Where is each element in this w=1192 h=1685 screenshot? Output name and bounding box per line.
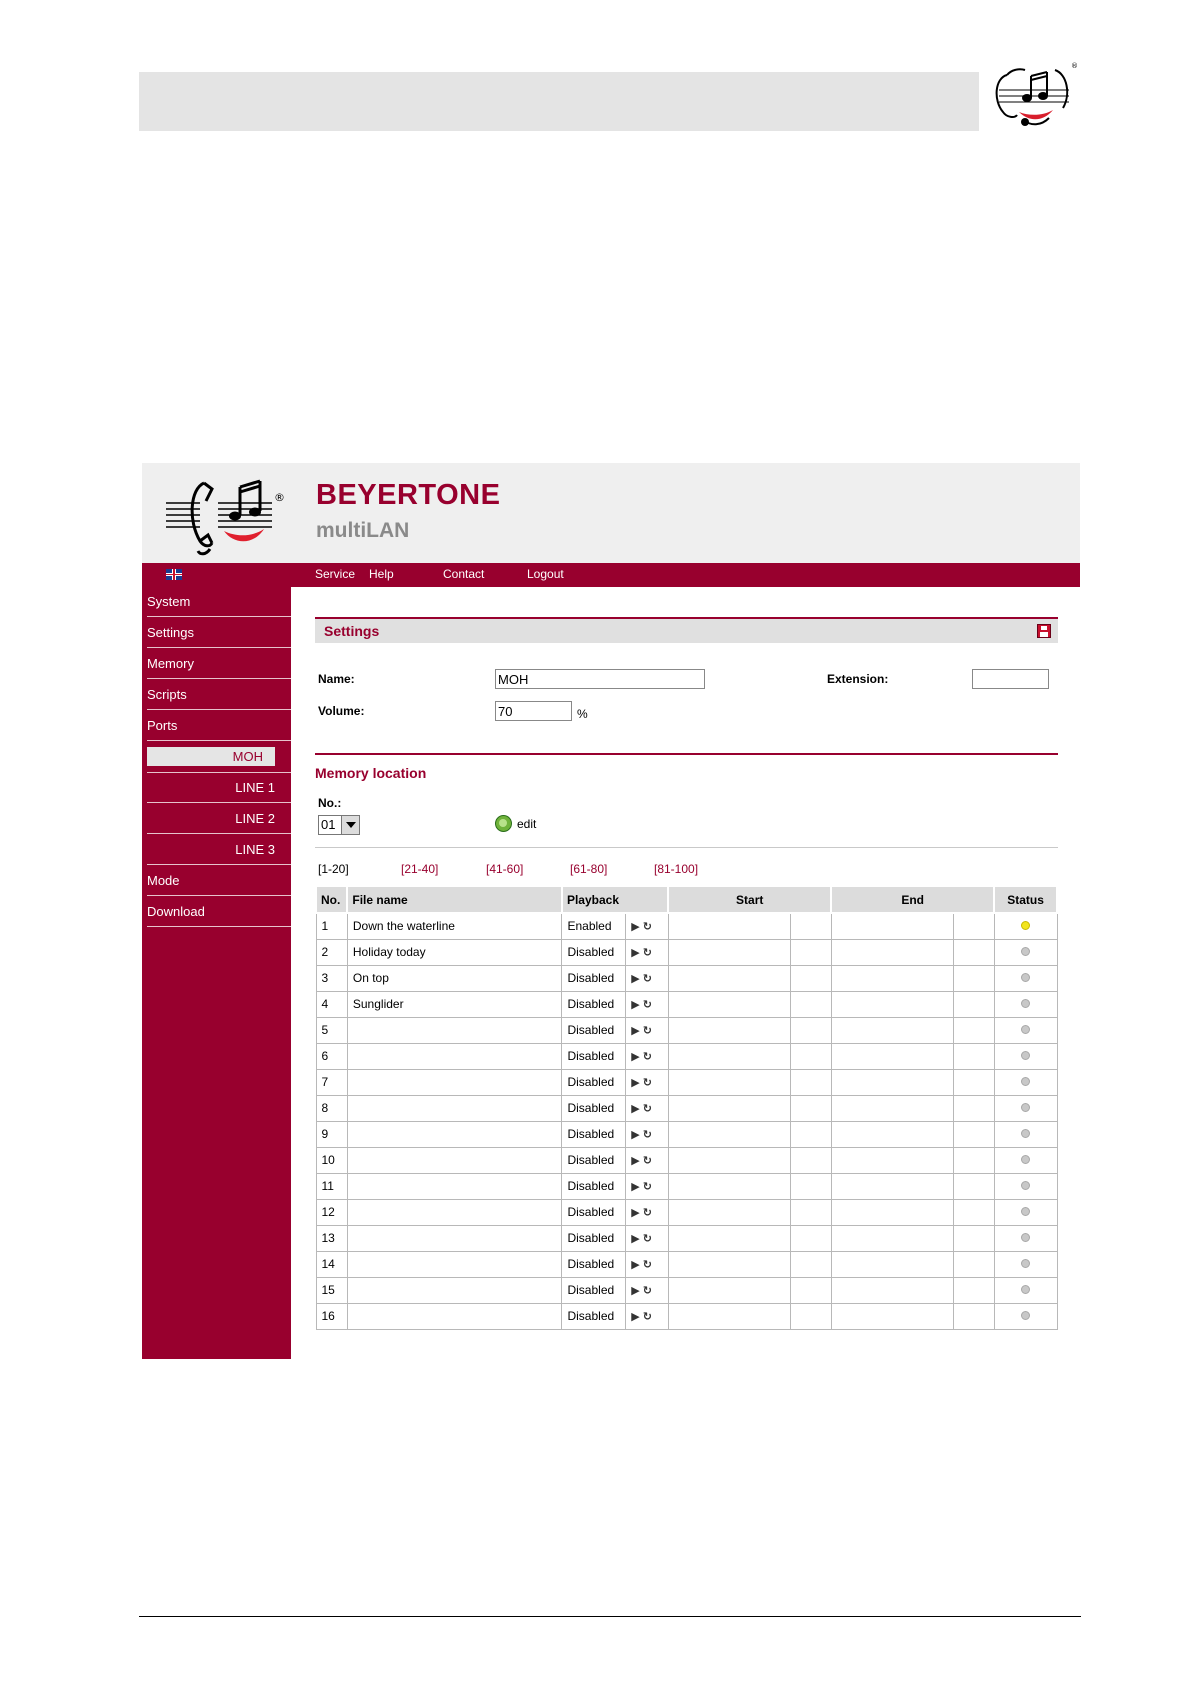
row-end-extra [954,1173,995,1199]
brand-title: BEYERTONE [316,479,501,511]
sidebar-moh-separator [147,742,291,773]
row-end[interactable] [831,939,953,965]
row-end[interactable] [831,1069,953,1095]
row-file-name[interactable] [347,1225,562,1251]
volume-unit: % [577,707,588,721]
row-playback[interactable]: Disabled [562,1303,626,1329]
row-start-extra [791,991,831,1017]
row-no: 7 [316,1069,347,1095]
range-link-81-100[interactable]: [81-100] [654,862,699,876]
column-header-status: Status [994,886,1057,913]
row-start-extra [791,1199,831,1225]
status-indicator-icon [1021,1285,1030,1294]
row-controls [626,1017,669,1043]
row-end-extra [954,1121,995,1147]
play-icon[interactable]: ▶ [631,1258,640,1271]
row-start[interactable] [668,1173,790,1199]
repeat-icon[interactable]: ↻ [642,1206,652,1219]
repeat-icon[interactable]: ↻ [642,1180,652,1193]
status-indicator-icon [1021,1233,1030,1242]
row-file-name[interactable] [347,1199,562,1225]
row-file-name[interactable] [347,1173,562,1199]
row-end[interactable] [831,1225,953,1251]
repeat-icon[interactable]: ↻ [642,998,652,1011]
play-icon[interactable]: ▶ [631,1206,640,1219]
row-controls [626,1173,669,1199]
status-indicator-icon [1021,921,1030,930]
row-start-extra [791,965,831,991]
sidebar-item-ports[interactable]: Ports [147,711,291,741]
svg-text:®: ® [274,491,285,504]
table-row[interactable] [316,939,1057,965]
sidebar-item-memory[interactable]: Memory [147,649,291,679]
row-start-extra [791,1173,831,1199]
table-row[interactable] [316,1121,1057,1147]
row-start[interactable] [668,1303,790,1329]
row-status [994,1199,1057,1225]
table-row[interactable] [316,965,1057,991]
memory-no-select[interactable] [318,815,360,835]
table-row[interactable] [316,991,1057,1017]
row-controls [626,1069,669,1095]
row-status [994,1017,1057,1043]
sidebar-item-system[interactable]: System [147,587,291,617]
repeat-icon[interactable]: ↻ [642,920,652,933]
row-start[interactable] [668,1043,790,1069]
column-header-end: End [831,886,994,913]
uk-flag-icon[interactable] [166,569,182,580]
chevron-down-icon[interactable] [341,816,359,834]
row-controls [626,913,669,939]
row-end-extra [954,1199,995,1225]
memory-no-value: 01 [321,817,336,832]
row-file-name[interactable]: On top [347,965,562,991]
repeat-icon[interactable]: ↻ [642,1102,652,1115]
row-end-extra [954,1303,995,1329]
row-start-extra [791,1043,831,1069]
sidebar-item-line-2[interactable]: LINE 2 [147,804,291,834]
row-no: 9 [316,1121,347,1147]
row-playback[interactable]: Disabled [562,1043,626,1069]
play-icon[interactable]: ▶ [631,1154,640,1167]
row-start[interactable] [668,1199,790,1225]
row-end[interactable] [831,1277,953,1303]
play-icon[interactable]: ▶ [631,1102,640,1115]
settings-title: Settings [324,623,380,639]
row-end-extra [954,965,995,991]
play-icon[interactable]: ▶ [631,1310,640,1323]
row-start-extra [791,1121,831,1147]
repeat-icon[interactable]: ↻ [642,1128,652,1141]
row-playback[interactable]: Disabled [562,1095,626,1121]
memory-divider [315,847,1058,848]
row-start[interactable] [668,965,790,991]
row-playback[interactable]: Disabled [562,1147,626,1173]
repeat-icon[interactable]: ↻ [642,1154,652,1167]
column-header-no: No. [316,886,347,913]
nav-contact[interactable]: Contact [443,567,485,581]
table-row[interactable] [316,1069,1057,1095]
sidebar-item-mode[interactable]: Mode [147,866,291,896]
sidebar-item-moh[interactable]: MOH [147,747,275,766]
row-no: 3 [316,965,347,991]
row-start-extra [791,1251,831,1277]
row-controls [626,991,669,1017]
status-indicator-icon [1021,1181,1030,1190]
row-playback[interactable]: Disabled [562,1199,626,1225]
row-start[interactable] [668,1251,790,1277]
row-end-extra [954,1069,995,1095]
row-status [994,1277,1057,1303]
row-end[interactable] [831,1121,953,1147]
column-header-start: Start [668,886,831,913]
table-row[interactable] [316,1147,1057,1173]
beyertone-logo-icon [985,60,1080,135]
row-status [994,913,1057,939]
memory-no-label: No.: [318,796,342,810]
row-start-extra [791,1147,831,1173]
play-icon[interactable]: ▶ [631,1050,640,1063]
play-icon[interactable]: ▶ [631,1024,640,1037]
table-row[interactable] [316,1043,1057,1069]
table-row[interactable] [316,1173,1057,1199]
row-no: 6 [316,1043,347,1069]
status-indicator-icon [1021,973,1030,982]
row-end[interactable] [831,1303,953,1329]
row-start[interactable] [668,1017,790,1043]
row-status [994,1225,1057,1251]
row-file-name[interactable]: Down the waterline [347,913,562,939]
table-row[interactable] [316,1199,1057,1225]
column-header-file-name: File name [347,886,562,913]
row-no: 1 [316,913,347,939]
row-end-extra [954,1251,995,1277]
row-start[interactable] [668,1277,790,1303]
status-indicator-icon [1021,1103,1030,1112]
row-no: 8 [316,1095,347,1121]
row-file-name[interactable] [347,1069,562,1095]
table-row[interactable] [316,913,1057,939]
status-indicator-icon [1021,999,1030,1008]
row-end-extra [954,1095,995,1121]
row-start[interactable] [668,1147,790,1173]
row-status [994,1121,1057,1147]
row-playback[interactable]: Disabled [562,1069,626,1095]
row-playback[interactable]: Disabled [562,1277,626,1303]
nav-service[interactable]: Service [315,567,356,581]
status-indicator-icon [1021,1077,1030,1086]
table-row[interactable] [316,1225,1057,1251]
row-controls [626,1277,669,1303]
row-controls [626,939,669,965]
table-row[interactable] [316,1277,1057,1303]
table-row[interactable] [316,1303,1057,1329]
row-start[interactable] [668,1095,790,1121]
range-link-41-60[interactable]: [41-60] [486,862,524,876]
play-icon[interactable]: ▶ [631,1284,640,1297]
row-status [994,1173,1057,1199]
row-end[interactable] [831,1147,953,1173]
row-end-extra [954,991,995,1017]
sidebar-item-download[interactable]: Download [147,897,291,927]
top-navigation [142,563,1080,587]
row-start[interactable] [668,1225,790,1251]
save-icon[interactable] [1037,624,1051,638]
range-link-21-40[interactable]: [21-40] [401,862,439,876]
row-playback[interactable]: Disabled [562,1173,626,1199]
repeat-icon[interactable]: ↻ [642,946,652,959]
table-header-row [316,886,1057,913]
row-controls [626,1121,669,1147]
extension-input[interactable] [972,669,1049,689]
repeat-icon[interactable]: ↻ [642,1310,652,1323]
row-playback[interactable]: Disabled [562,939,626,965]
row-end-extra [954,1277,995,1303]
document-footer-line [139,1616,1081,1617]
memory-location-title: Memory location [315,765,427,781]
name-label: Name: [318,672,355,686]
row-status [994,1303,1057,1329]
status-indicator-icon [1021,1025,1030,1034]
row-status [994,939,1057,965]
row-start-extra [791,1277,831,1303]
extension-label: Extension: [827,672,889,686]
sidebar-item-line-1[interactable]: LINE 1 [147,773,291,803]
row-status [994,1147,1057,1173]
play-icon[interactable]: ▶ [631,1232,640,1245]
row-controls [626,1095,669,1121]
row-end-extra [954,939,995,965]
edit-icon[interactable] [495,815,512,832]
row-no: 16 [316,1303,347,1329]
beyertone-logo-icon [160,471,290,559]
row-controls [626,1147,669,1173]
row-playback[interactable]: Enabled [562,913,626,939]
row-file-name[interactable] [347,1043,562,1069]
row-end[interactable] [831,965,953,991]
status-indicator-icon [1021,1155,1030,1164]
play-icon[interactable]: ▶ [631,972,640,985]
row-file-name[interactable] [347,1121,562,1147]
row-no: 13 [316,1225,347,1251]
row-start[interactable] [668,1121,790,1147]
row-status [994,1095,1057,1121]
repeat-icon[interactable]: ↻ [642,1258,652,1271]
row-start-extra [791,1095,831,1121]
row-controls [626,1251,669,1277]
row-no: 4 [316,991,347,1017]
nav-help[interactable]: Help [369,567,394,581]
row-no: 10 [316,1147,347,1173]
row-file-name[interactable] [347,1303,562,1329]
row-file-name[interactable] [347,1277,562,1303]
row-start-extra [791,939,831,965]
row-end[interactable] [831,991,953,1017]
settings-section-header [315,617,1058,643]
row-controls [626,1199,669,1225]
status-indicator-icon [1021,1129,1030,1138]
play-icon[interactable]: ▶ [631,946,640,959]
row-status [994,1043,1057,1069]
play-icon[interactable]: ▶ [631,1128,640,1141]
row-end-extra [954,1043,995,1069]
status-indicator-icon [1021,947,1030,956]
status-indicator-icon [1021,1051,1030,1060]
row-no: 5 [316,1017,347,1043]
row-start[interactable] [668,939,790,965]
row-end[interactable] [831,1095,953,1121]
status-indicator-icon [1021,1259,1030,1268]
range-link-61-80[interactable]: [61-80] [570,862,608,876]
row-start-extra [791,1303,831,1329]
table-row[interactable] [316,1017,1057,1043]
app-window [142,463,1080,1359]
row-start[interactable] [668,913,790,939]
row-controls [626,1225,669,1251]
row-controls [626,1303,669,1329]
row-playback[interactable]: Disabled [562,991,626,1017]
row-status [994,991,1057,1017]
row-start-extra [791,1225,831,1251]
row-file-name[interactable] [347,1251,562,1277]
row-start-extra [791,913,831,939]
row-start[interactable] [668,991,790,1017]
row-no: 2 [316,939,347,965]
row-playback[interactable]: Disabled [562,1251,626,1277]
row-no: 14 [316,1251,347,1277]
row-end[interactable] [831,1017,953,1043]
play-icon[interactable]: ▶ [631,920,640,933]
edit-link[interactable]: edit [517,817,537,831]
section-divider [315,753,1058,755]
row-start-extra [791,1069,831,1095]
row-end[interactable] [831,1043,953,1069]
name-input[interactable] [495,669,705,689]
row-end-extra [954,1017,995,1043]
app-header [142,463,1080,563]
row-start-extra [791,1017,831,1043]
memory-table [315,885,1058,1330]
row-file-name[interactable] [347,1147,562,1173]
document-header-band [139,72,979,131]
row-playback[interactable]: Disabled [562,1121,626,1147]
status-indicator-icon [1021,1207,1030,1216]
row-end[interactable] [831,1251,953,1277]
sidebar-item-scripts[interactable]: Scripts [147,680,291,710]
row-file-name[interactable] [347,1017,562,1043]
row-playback[interactable]: Disabled [562,1225,626,1251]
row-controls [626,1043,669,1069]
row-start[interactable] [668,1069,790,1095]
play-icon[interactable]: ▶ [631,998,640,1011]
repeat-icon[interactable]: ↻ [642,1076,652,1089]
row-end[interactable] [831,1173,953,1199]
sidebar-item-line-3[interactable]: LINE 3 [147,835,291,865]
row-playback[interactable]: Disabled [562,1017,626,1043]
table-row[interactable] [316,1095,1057,1121]
row-status [994,1251,1057,1277]
brand-subtitle: multiLAN [316,519,410,542]
row-end-extra [954,1225,995,1251]
repeat-icon[interactable]: ↻ [642,1050,652,1063]
repeat-icon[interactable]: ↻ [642,1284,652,1297]
repeat-icon[interactable]: ↻ [642,972,652,985]
play-icon[interactable]: ▶ [631,1180,640,1193]
volume-input[interactable] [495,701,572,721]
row-end-extra [954,913,995,939]
row-status [994,1069,1057,1095]
table-row[interactable] [316,1251,1057,1277]
status-indicator-icon [1021,1311,1030,1320]
row-no: 12 [316,1199,347,1225]
row-file-name[interactable]: Holiday today [347,939,562,965]
row-no: 15 [316,1277,347,1303]
row-file-name[interactable]: Sunglider [347,991,562,1017]
repeat-icon[interactable]: ↻ [642,1024,652,1037]
row-end[interactable] [831,1199,953,1225]
sidebar [142,587,291,1359]
row-end[interactable] [831,913,953,939]
nav-logout[interactable]: Logout [527,567,564,581]
row-status [994,965,1057,991]
row-no: 11 [316,1173,347,1199]
repeat-icon[interactable]: ↻ [642,1232,652,1245]
row-playback[interactable]: Disabled [562,965,626,991]
memory-table-body [316,913,1057,1329]
volume-label: Volume: [318,704,365,718]
row-controls [626,965,669,991]
column-header-playback: Playback [562,886,668,913]
svg-text:®: ® [1071,62,1078,70]
sidebar-item-settings[interactable]: Settings [147,618,291,648]
row-file-name[interactable] [347,1095,562,1121]
range-link-1-20[interactable]: [1-20] [318,862,349,876]
play-icon[interactable]: ▶ [631,1076,640,1089]
row-end-extra [954,1147,995,1173]
